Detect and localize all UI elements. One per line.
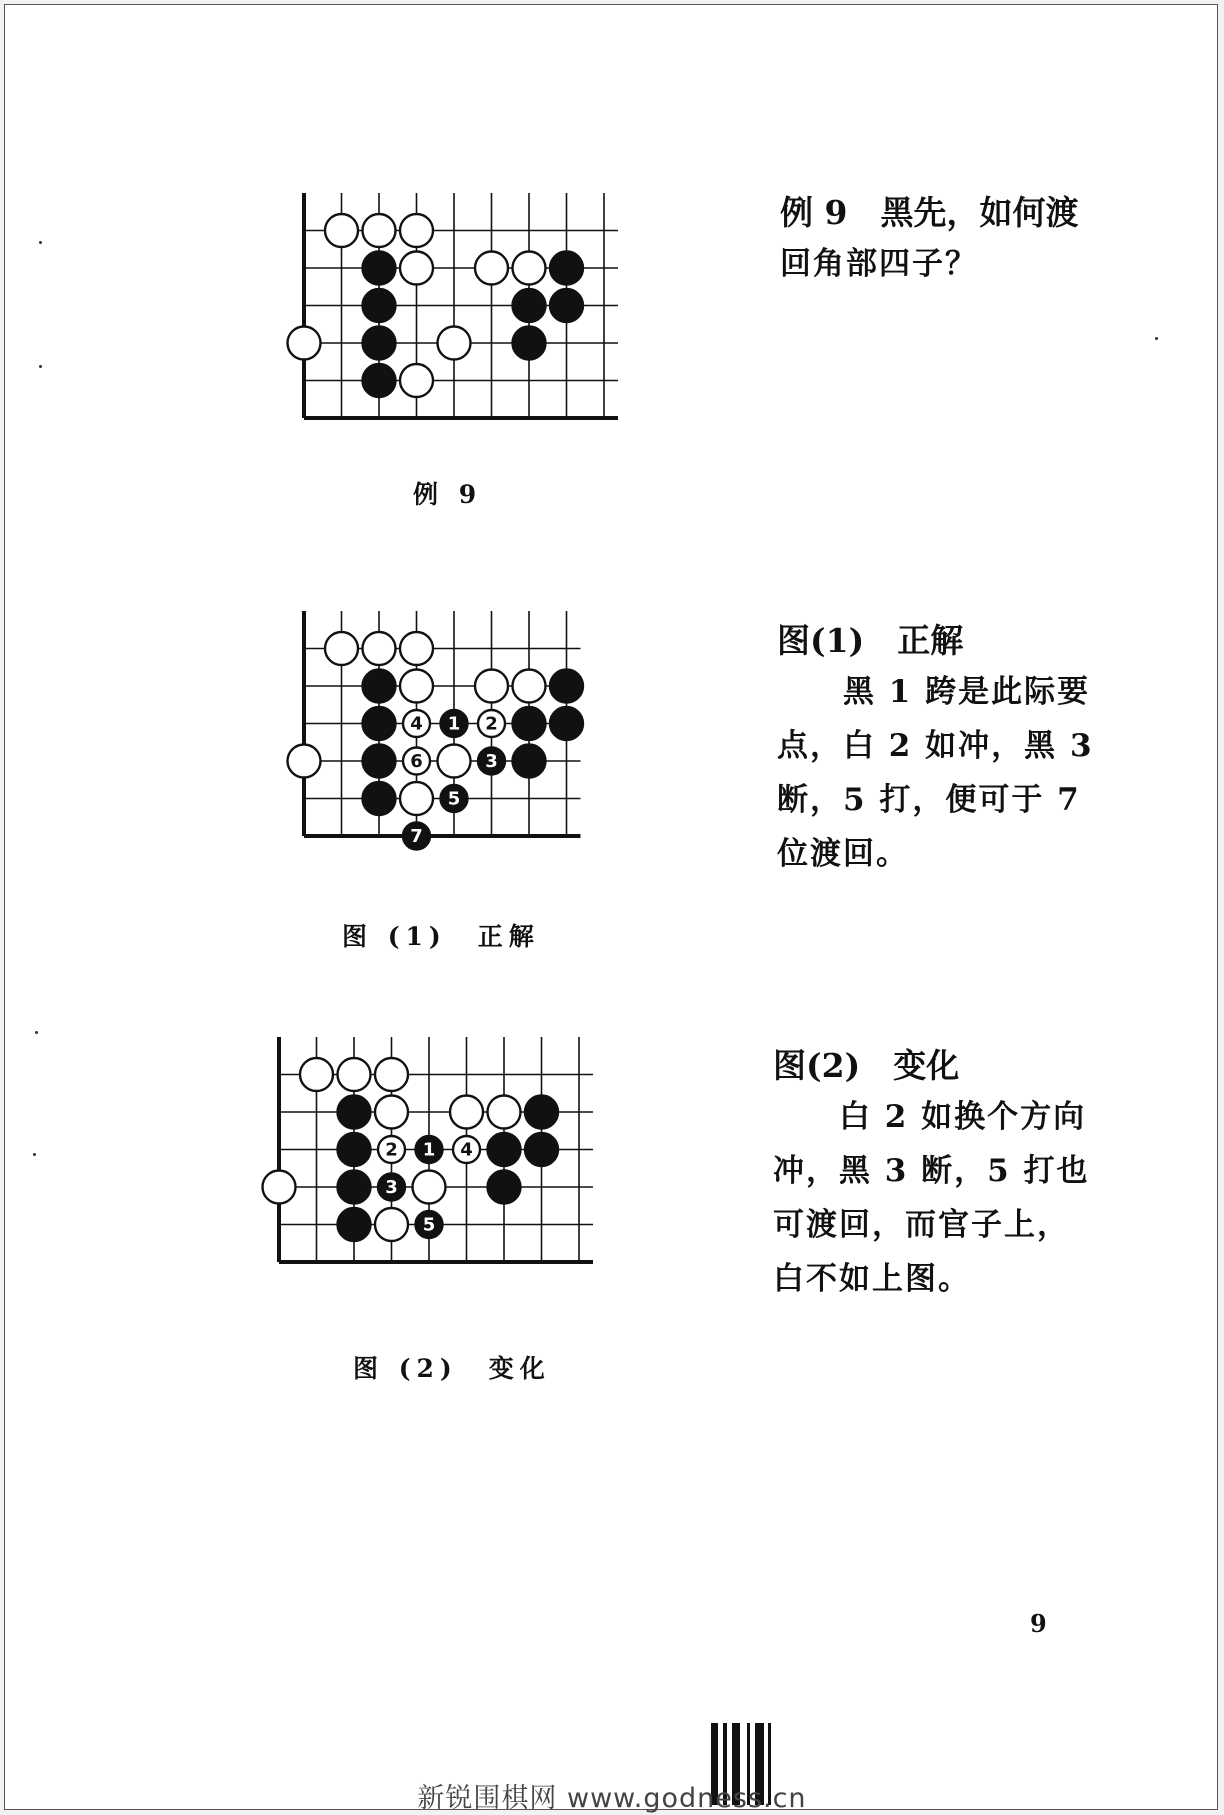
white-stone bbox=[400, 252, 433, 285]
scan-speck bbox=[39, 365, 42, 368]
black-stone bbox=[441, 785, 468, 812]
figure-1-heading: 图(1) 正解 bbox=[777, 621, 964, 660]
black-stone bbox=[363, 707, 396, 740]
text-line: 黑 1 跨是此际要 bbox=[843, 674, 1091, 710]
black-stone bbox=[513, 327, 546, 360]
white-stone bbox=[363, 632, 396, 665]
black-stone bbox=[378, 1174, 405, 1201]
text-line: 点，白 2 如冲，黑 3 bbox=[777, 728, 1094, 764]
move-number: 2 bbox=[385, 1139, 398, 1161]
white-stone bbox=[438, 745, 471, 778]
black-stone bbox=[441, 710, 468, 737]
black-stone bbox=[550, 707, 583, 740]
black-stone bbox=[416, 1136, 443, 1163]
scan-speck bbox=[1155, 337, 1158, 340]
black-stone bbox=[478, 748, 505, 775]
black-stone bbox=[363, 782, 396, 815]
figure-2-text bbox=[773, 1090, 1090, 1306]
black-stone bbox=[513, 745, 546, 778]
black-stone bbox=[338, 1171, 371, 1204]
text-line: 冲，黑 3 断，5 打也 bbox=[773, 1153, 1090, 1189]
white-stone bbox=[338, 1058, 371, 1091]
white-stone bbox=[400, 632, 433, 665]
black-stone bbox=[403, 823, 430, 850]
white-stone bbox=[453, 1136, 480, 1163]
problem-9-text bbox=[780, 237, 978, 291]
black-stone bbox=[550, 252, 583, 285]
page-number: 9 bbox=[1030, 1609, 1047, 1638]
black-stone bbox=[338, 1096, 371, 1129]
white-stone bbox=[378, 1136, 405, 1163]
figure-caption-figure-2: 图 (2) 变化 bbox=[353, 1354, 551, 1383]
scan-speck bbox=[33, 1153, 36, 1156]
move-number: 3 bbox=[385, 1177, 398, 1198]
black-stone bbox=[363, 745, 396, 778]
black-stone bbox=[525, 1133, 558, 1166]
white-stone bbox=[438, 327, 471, 360]
white-stone bbox=[400, 214, 433, 247]
move-number: 1 bbox=[447, 713, 461, 735]
move-number: 2 bbox=[485, 713, 498, 735]
figure-2-heading: 图(2) 变化 bbox=[773, 1046, 960, 1085]
figure-caption-figure-1: 图 (1) 正解 bbox=[342, 922, 540, 951]
go-board-figure-1 bbox=[288, 605, 608, 885]
black-stone bbox=[550, 670, 583, 703]
scan-speck bbox=[35, 1031, 38, 1034]
white-stone bbox=[400, 782, 433, 815]
white-stone bbox=[400, 670, 433, 703]
white-stone bbox=[413, 1171, 446, 1204]
move-number: 3 bbox=[485, 751, 498, 772]
black-stone bbox=[550, 289, 583, 322]
text-line: 断，5 打，便可于 7 bbox=[777, 782, 1081, 818]
white-stone bbox=[488, 1096, 521, 1129]
black-stone bbox=[488, 1171, 521, 1204]
book-page bbox=[4, 4, 1218, 1810]
text-line: 白不如上图。 bbox=[773, 1261, 971, 1297]
black-stone bbox=[363, 252, 396, 285]
white-stone bbox=[375, 1058, 408, 1091]
white-stone bbox=[403, 748, 430, 775]
move-number: 4 bbox=[460, 1139, 473, 1161]
black-stone bbox=[416, 1211, 443, 1238]
go-board-problem-9 bbox=[288, 187, 628, 457]
text-line: 回角部四子？ bbox=[780, 246, 978, 282]
black-stone bbox=[338, 1208, 371, 1241]
text-line: 可渡回，而官子上， bbox=[773, 1207, 1070, 1243]
move-number: 1 bbox=[422, 1139, 436, 1161]
move-number: 7 bbox=[410, 826, 423, 847]
white-stone bbox=[475, 252, 508, 285]
black-stone bbox=[513, 289, 546, 322]
white-stone bbox=[375, 1208, 408, 1241]
white-stone bbox=[400, 364, 433, 397]
black-stone bbox=[525, 1096, 558, 1129]
white-stone bbox=[363, 214, 396, 247]
black-stone bbox=[363, 289, 396, 322]
black-stone bbox=[338, 1133, 371, 1166]
black-stone bbox=[363, 327, 396, 360]
black-stone bbox=[363, 364, 396, 397]
black-stone bbox=[513, 707, 546, 740]
white-stone bbox=[513, 252, 546, 285]
white-stone bbox=[263, 1171, 296, 1204]
black-stone bbox=[488, 1133, 521, 1166]
white-stone bbox=[375, 1096, 408, 1129]
white-stone bbox=[325, 632, 358, 665]
go-board-figure-2 bbox=[263, 1031, 613, 1311]
move-number: 5 bbox=[422, 1214, 436, 1236]
text-line: 白 2 如换个方向 bbox=[839, 1099, 1087, 1135]
white-stone bbox=[450, 1096, 483, 1129]
white-stone bbox=[403, 710, 430, 737]
site-watermark: 新锐围棋网 www.godness.cn bbox=[417, 1783, 807, 1814]
text-line: 位渡回。 bbox=[777, 836, 909, 872]
white-stone bbox=[513, 670, 546, 703]
figure-1-text bbox=[777, 665, 1094, 881]
move-number: 4 bbox=[410, 713, 423, 735]
black-stone bbox=[363, 670, 396, 703]
white-stone bbox=[475, 670, 508, 703]
white-stone bbox=[478, 710, 505, 737]
problem-9-heading: 例 9 黑先，如何渡 bbox=[780, 193, 1079, 232]
white-stone bbox=[288, 327, 321, 360]
white-stone bbox=[288, 745, 321, 778]
move-number: 6 bbox=[410, 751, 423, 772]
move-number: 5 bbox=[447, 788, 461, 810]
figure-caption-problem-9: 例 9 bbox=[413, 480, 483, 509]
white-stone bbox=[300, 1058, 333, 1091]
white-stone bbox=[325, 214, 358, 247]
scan-speck bbox=[39, 241, 42, 244]
